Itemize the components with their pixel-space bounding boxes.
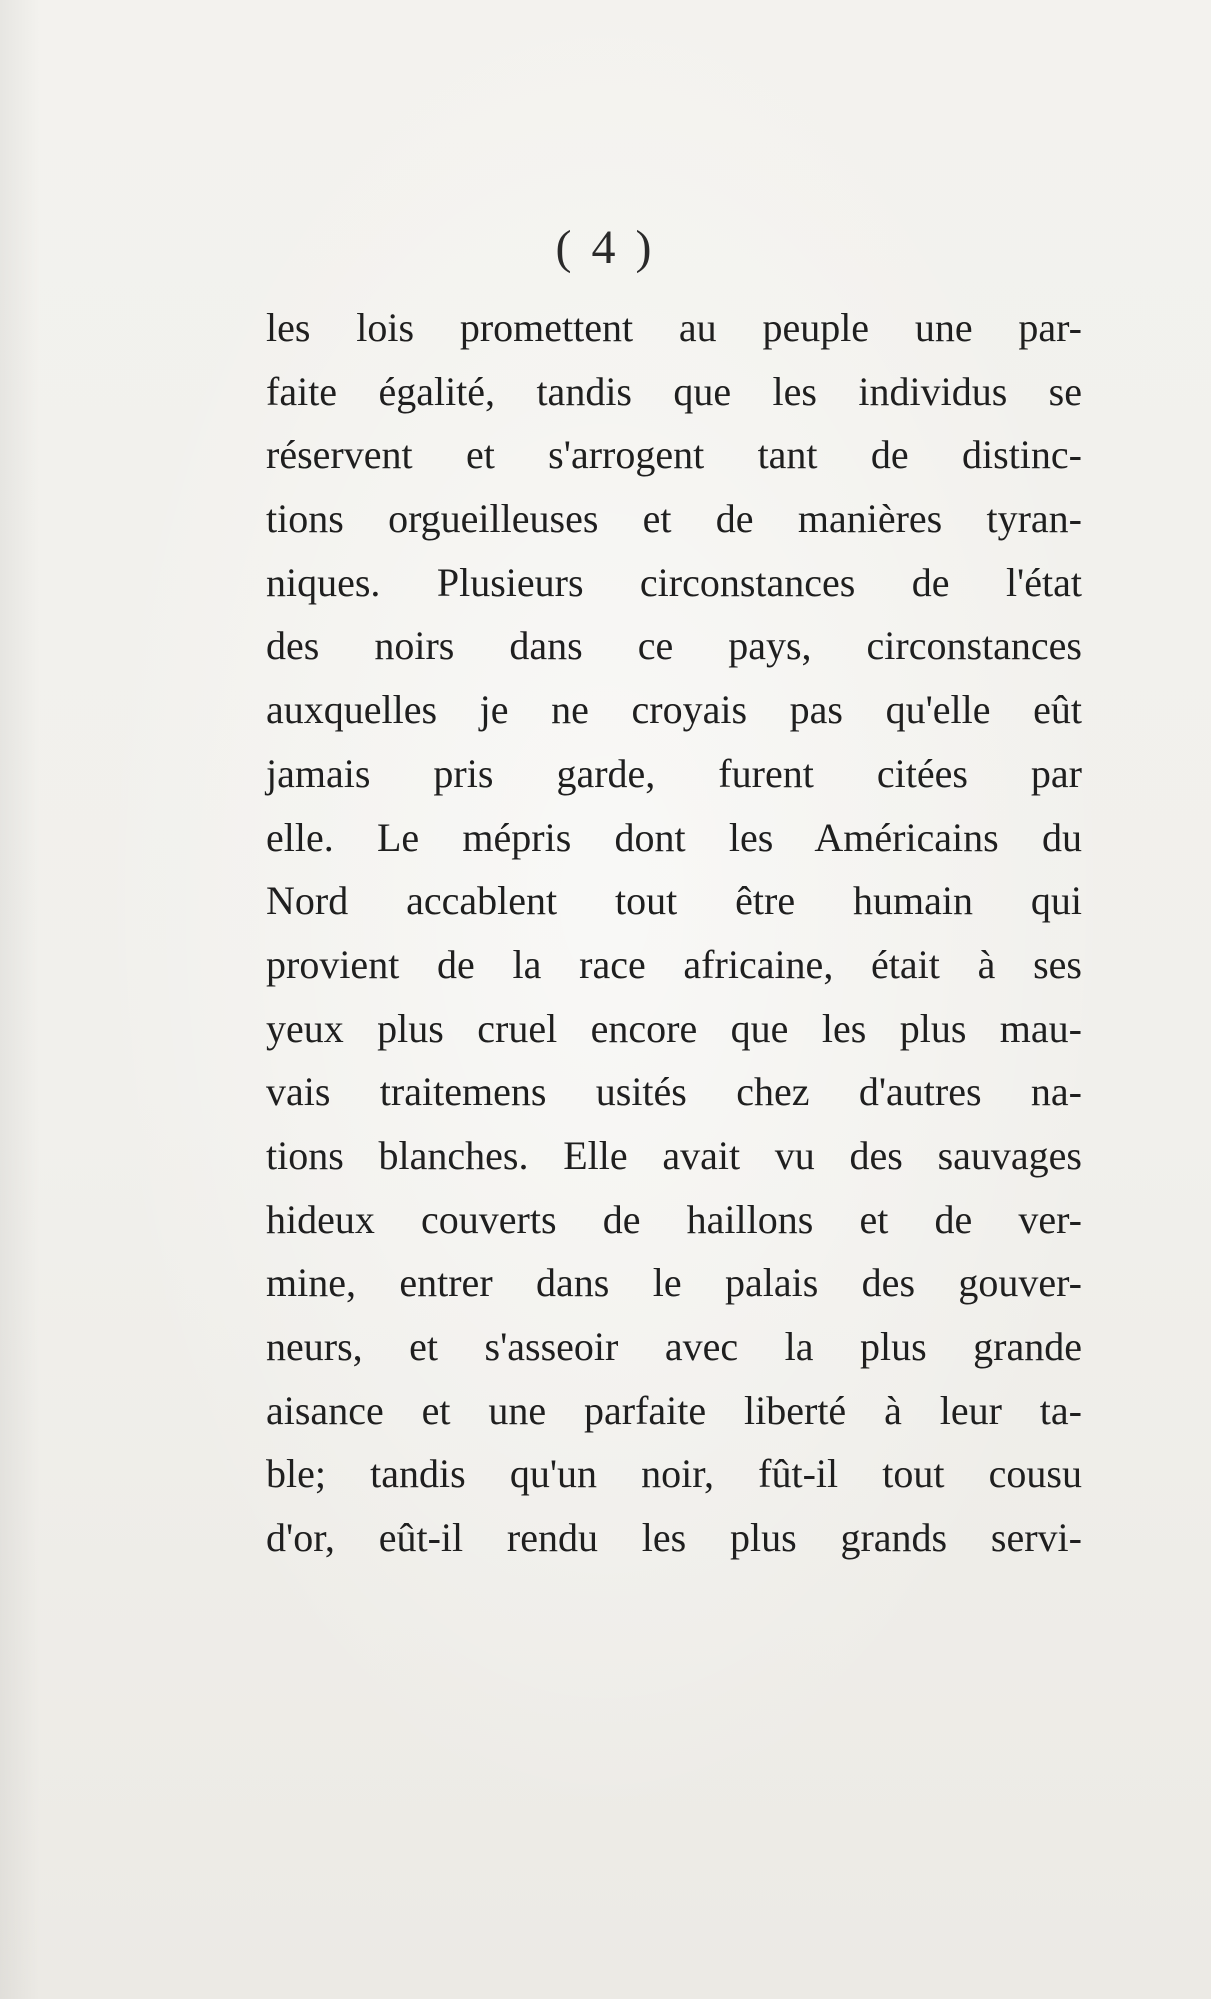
text-line: aisance et une parfaite liberté à leur ta- bbox=[266, 1387, 1082, 1433]
text-line: hideux couverts de haillons et de ver- bbox=[266, 1196, 1082, 1242]
text-line: réservent et s'arrogent tant de distinc- bbox=[266, 432, 1082, 478]
text-line: des noirs dans ce pays, circonstances bbox=[266, 623, 1082, 669]
page-number: ( 4 ) bbox=[555, 221, 656, 274]
body-text bbox=[266, 296, 1082, 1570]
text-line: yeux plus cruel encore que les plus mau- bbox=[266, 1005, 1082, 1051]
text-line: vais traitemens usités chez d'autres na- bbox=[266, 1069, 1082, 1115]
text-line: ble; tandis qu'un noir, fût-il tout cousu bbox=[266, 1451, 1082, 1497]
page-edge-shadow bbox=[0, 0, 40, 1999]
text-line: auxquelles je ne croyais pas qu'elle eût bbox=[266, 687, 1082, 733]
text-line: jamais pris garde, furent citées par bbox=[266, 750, 1082, 796]
text-line: elle. Le mépris dont les Américains du bbox=[266, 814, 1082, 860]
text-line: les lois promettent au peuple une par- bbox=[266, 305, 1082, 350]
text-line: niques. Plusieurs circonstances de l'état bbox=[266, 559, 1082, 605]
text-line: provient de la race africaine, était à ses bbox=[266, 941, 1082, 987]
text-line: mine, entrer dans le palais des gouver- bbox=[266, 1260, 1082, 1306]
text-line: neurs, et s'asseoir avec la plus grande bbox=[266, 1324, 1082, 1369]
text-line: d'or, eût-il rendu les plus grands servi- bbox=[266, 1515, 1082, 1561]
text-line: tions orgueilleuses et de manières tyran- bbox=[266, 496, 1082, 542]
text-line: faite égalité, tandis que les individus se bbox=[266, 368, 1082, 414]
text-line: tions blanches. Elle avait vu des sauvages bbox=[266, 1132, 1082, 1178]
text-line: Nord accablent tout être humain qui bbox=[266, 878, 1082, 924]
